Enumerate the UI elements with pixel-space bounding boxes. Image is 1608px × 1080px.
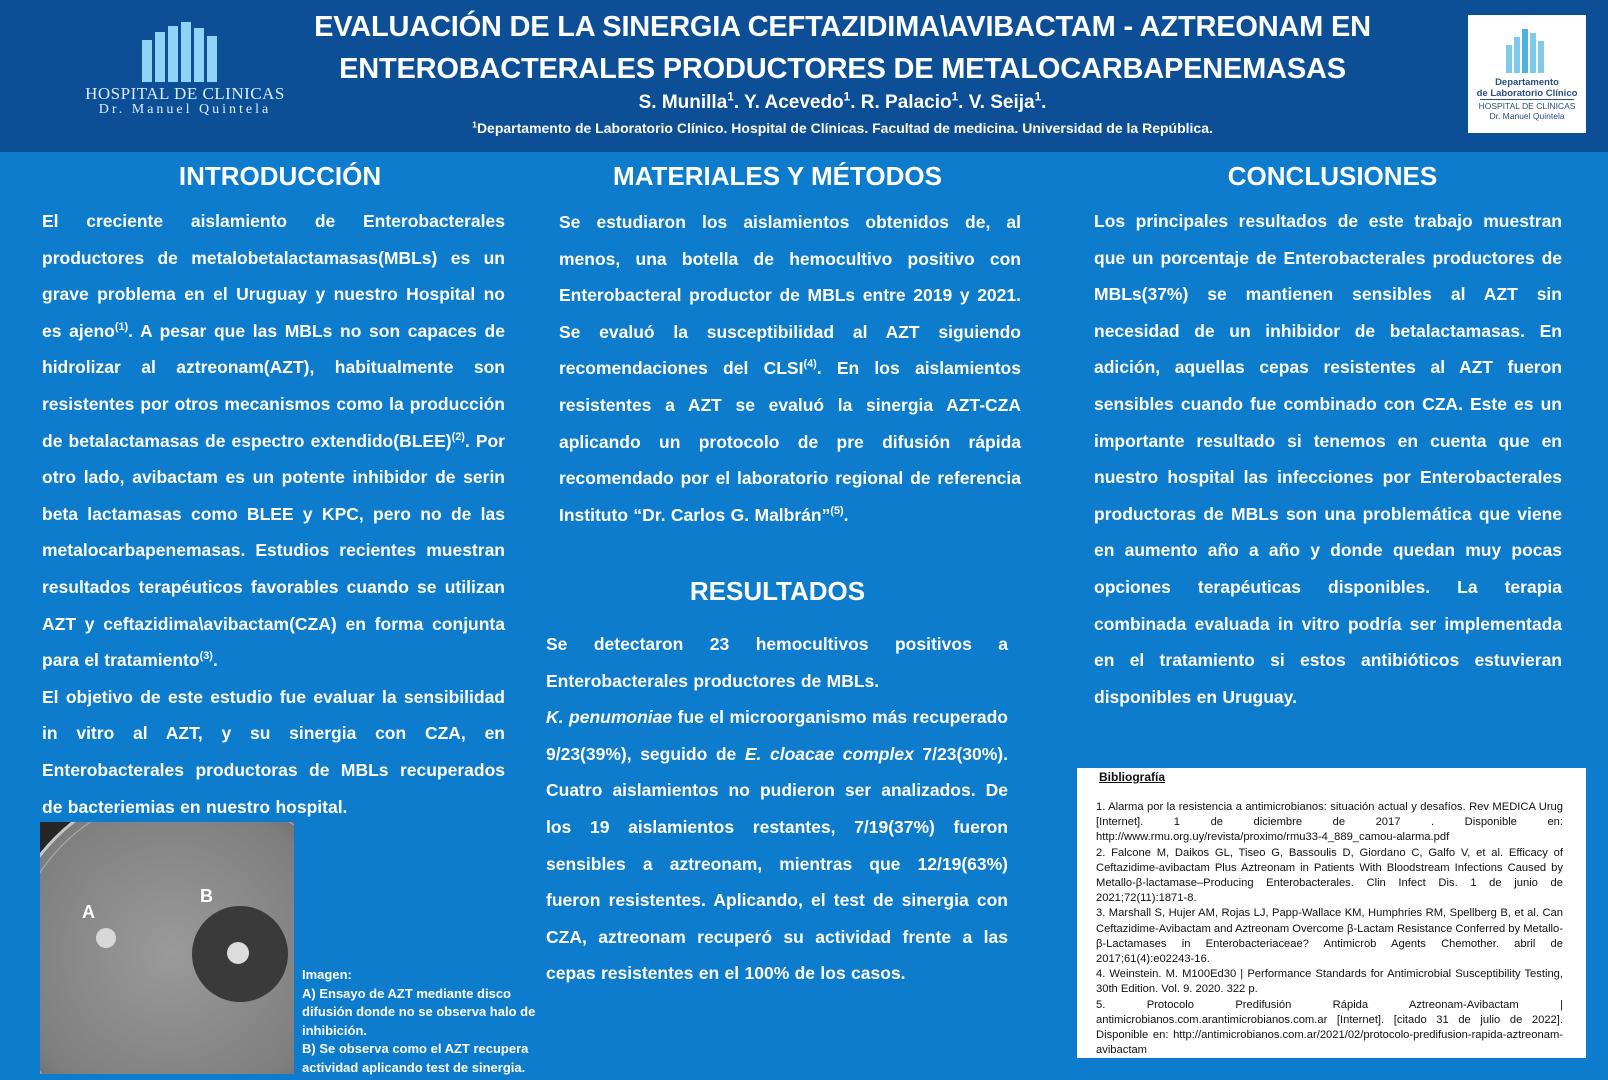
materiales-paragraph bbox=[559, 204, 1021, 533]
conclusiones-body bbox=[1094, 203, 1562, 715]
bibliografia-list bbox=[1096, 800, 1563, 1058]
citation-ref-2: (2) bbox=[451, 430, 465, 443]
affiliation-mark: 1 bbox=[472, 119, 477, 130]
author-name: S. Munilla bbox=[638, 92, 728, 113]
hospital-logo-subname: Dr. Manuel Quintela bbox=[98, 102, 272, 117]
bibliografia-entry: 1. Alarma por la resistencia a antimicrobianos: situación actual y desafíos. Rev MEDICA Urug [Internet]. 1 de diciembre de 2017 . Disponible en: http://www.rmu.org.uy/revista/proximo/rmu33-4_889_camou-alarma.pdf bbox=[1096, 801, 1563, 844]
header-banner bbox=[0, 0, 1608, 152]
disk-label-a: A bbox=[82, 902, 95, 922]
author-separator: . bbox=[1041, 92, 1047, 113]
resultados-body bbox=[546, 626, 1008, 992]
author-separator: . bbox=[733, 92, 745, 113]
resultados-text-b: 7/23(30%). Cuatro aislamientos no pudieron ser analizados. De los 19 aislamientos restantes, 7/19(37%) fueron sensibles a aztreonam, mientras que 12/19(63%) fueron resistentes. Aplicando, el test de sinergia con CZA, aztreonam recuperó su actividad frente a las cepas resistentes en el 100% de los casos. bbox=[546, 743, 1008, 984]
author-affiliation-mark: 1 bbox=[1034, 90, 1042, 104]
introduccion-text-b: . A pesar que las MBLs no son capaces de hidrolizar al aztreonam(AZT), habitualmente son resistentes por otros mecanismos como la producción de betalactamasas de espectro extendido(BLEE) bbox=[42, 320, 505, 451]
caption-line: B) Se observa como el AZT recupera bbox=[302, 1041, 529, 1056]
caption-line: actividad aplicando test de sinergia. bbox=[302, 1059, 526, 1075]
conclusiones-paragraph: Los principales resultados de este trabajo muestran que un porcentaje de Enterobacterales productores de MBLs(37%) se mantienen sensibles al AZT sin necesidad de un inhibidor de betalactamasas. En adición, aquellas cepas resistentes al AZT fueron sensibles cuando fue combinado con CZA. Este es un importante resultado si tenemos en cuenta que en nuestro hospital las infecciones por Enterobacterales productoras de MBLs son una problemática que viene en aumento año a año y donde quedan muy pocas opciones terapéuticas disponibles. La terapia combinada evaluada in vitro podría ser implementada en el tratamiento si estos antibióticos estuvieran disponibles en Uruguay. bbox=[1094, 211, 1562, 707]
hospital-logo-bars-icon bbox=[142, 22, 220, 82]
affiliation-line bbox=[300, 120, 1385, 136]
bibliografia-entry: 3. Marshall S, Hujer AM, Rojas LJ, Papp-Wallace KM, Humphries RM, Spellberg B, et al. Can Ceftazidime-Avibactam and Aztreonam Overcome β-Lactam Resistance Conferred by Metallo-β-Lactamases in Enterobacteriaceae? Antimicrob Agents Chemother. abril de 2017;61(4):e02243-16. bbox=[1096, 907, 1563, 966]
materiales-text-a: Se estudiaron los aislamientos obtenidos de, al menos, una botella de hemocultivo positivo con Enterobacteral productor de MBLs entre 2019 y 2021. Se evaluó la susceptibilidad al AZT siguiendo recomendaciones del CLSI bbox=[559, 212, 1021, 379]
caption-line: A) Ensayo de AZT mediante disco bbox=[302, 985, 512, 1001]
bibliografia-entry: 4. Weinstein. M. M100Ed30 | Performance Standards for Antimicrobial Susceptibility Testing, 30th Edition. Vol. 9. 2020. 322 p. bbox=[1096, 968, 1563, 996]
introduccion-heading: INTRODUCCIÓN bbox=[178, 161, 382, 191]
resultados-text-a: fue el microorganismo más recuperado 9/23(39%), seguido de bbox=[546, 707, 1008, 764]
organism-e-cloacae: E. cloacae complex bbox=[744, 743, 914, 764]
resultados-paragraph-1: Se detectaron 23 hemocultivos positivos a Enterobacterales productores de MBLs. bbox=[546, 634, 1008, 691]
disk-label-b: B bbox=[200, 886, 213, 906]
antibiotic-disk-a bbox=[96, 928, 116, 948]
author-affiliation-mark: 1 bbox=[727, 90, 734, 104]
antibiotic-disk-b bbox=[227, 942, 249, 964]
author-affiliation-mark: 1 bbox=[951, 90, 959, 104]
department-logo-bars-icon bbox=[1506, 27, 1550, 73]
poster-title-line1: EVALUACIÓN DE LA SINERGIA CEFTAZIDIMA\AVIBACTAM - AZTREONAM EN bbox=[314, 11, 1371, 43]
petri-dish-illustration bbox=[40, 822, 294, 1074]
authors-line bbox=[300, 92, 1385, 114]
materiales-text-c: . bbox=[843, 504, 849, 525]
bibliografia-entry: 5. Protocolo Predifusión Rápida Aztreonam-Avibactam | antimicrobianos.com.arantimicrobianos.com.ar [Internet]. [citado 31 de julio de 2022]. Disponible en: http://antimicrobianos.com.ar/2021/02/protocolo-predifusion-rapida-aztreonam-avibactam bbox=[1096, 998, 1563, 1057]
materiales-text-b: . En los aislamientos resistentes a AZT se evaluó la sinergia AZT-CZA aplicando un protocolo de pre difusión rápida recomendado por el laboratorio regional de referencia Instituto “Dr. Carlos G. Malbrán” bbox=[559, 358, 1021, 525]
department-logo-hospital bbox=[1468, 101, 1586, 121]
poster-title-line2: ENTEROBACTERALES PRODUCTORES DE METALOCARBAPENEMASAS bbox=[339, 53, 1346, 85]
figure-caption bbox=[302, 966, 542, 1077]
introduccion-paragraph-1 bbox=[42, 203, 505, 679]
introduccion-text-c: . Por otro lado, avibactam es un potente inhibidor de serin beta lactamasas como BLEE y KPC, pero no de las metalocarbapenemasas. Estudios recientes muestran resultados terapéuticos favorables cuando se utilizan AZT y ceftazidima\avibactam(CZA) en forma conjunta para el tratamiento bbox=[42, 430, 505, 671]
caption-line: inhibición. bbox=[302, 1022, 367, 1038]
author-separator: . bbox=[958, 92, 969, 113]
author-name: Y. Acevedo bbox=[744, 92, 844, 113]
bibliografia-heading: Bibliografía bbox=[1099, 770, 1166, 784]
department-logo-title bbox=[1468, 77, 1586, 99]
bibliografia-box bbox=[1077, 768, 1586, 1058]
materiales-heading: MATERIALES Y MÉTODOS bbox=[613, 161, 942, 191]
conclusiones-heading: CONCLUSIONES bbox=[1227, 161, 1438, 191]
petri-dish-photo bbox=[40, 822, 294, 1074]
bibliografia-entry: 2. Falcone M, Daikos GL, Tiseo G, Bassoulis D, Giordano C, Galfo V, et al. Efficacy of Ceftazidime-avibactam Plus Aztreonam in Patients With Bloodstream Infections Caused by Metallo-β-lactamase–Producing Enterobacterales. Clin Infect Dis. 1 de junio de 2021;72(11):1871-8. bbox=[1096, 846, 1563, 905]
introduccion-paragraph-2: El objetivo de este estudio fue evaluar la sensibilidad in vitro al AZT, y su sinergia con CZA, en Enterobacterales productoras de MBLs recuperados de bacteriemias en nuestro hospital. bbox=[42, 686, 505, 817]
introduccion-text-a: El creciente aislamiento de Enterobacterales productores de metalobetalactamasas(MBLs) es un grave problema en el Uruguay y nuestro Hospital no es ajeno bbox=[42, 211, 505, 341]
caption-line: Imagen: bbox=[302, 967, 352, 982]
department-logo-line3: HOSPITAL DE CLÍNICAS bbox=[1478, 101, 1576, 111]
author-name: R. Palacio bbox=[860, 92, 952, 113]
department-logo-line4: Dr. Manuel Quintela bbox=[1489, 111, 1565, 121]
affiliation-text: Departamento de Laboratorio Clínico. Hospital de Clínicas. Facultad de medicina. Universidad de la República. bbox=[476, 120, 1213, 136]
department-logo-divider bbox=[1480, 99, 1574, 100]
introduccion-body bbox=[42, 203, 505, 825]
organism-k-pneumoniae: K. penumoniae bbox=[546, 707, 673, 728]
department-logo-line1: Departamento bbox=[1495, 77, 1559, 88]
introduccion-text-d: . bbox=[212, 650, 218, 671]
department-logo bbox=[1468, 15, 1586, 133]
materiales-body bbox=[559, 204, 1021, 533]
author-name: V. Seija bbox=[968, 92, 1035, 113]
hospital-logo-name: HOSPITAL DE CLINICAS bbox=[85, 84, 285, 103]
author-separator: . bbox=[850, 92, 861, 113]
department-logo-line2: de Laboratorio Clínico bbox=[1476, 88, 1578, 99]
citation-ref-1: (1) bbox=[114, 320, 129, 333]
resultados-paragraph-2 bbox=[546, 699, 1008, 992]
poster-title bbox=[300, 6, 1385, 90]
resultados-heading: RESULTADOS bbox=[689, 576, 866, 606]
caption-line: difusión donde no se observa halo de bbox=[302, 1004, 536, 1019]
author-affiliation-mark: 1 bbox=[843, 90, 851, 104]
citation-ref-4: (4) bbox=[803, 358, 817, 371]
hospital-logo bbox=[80, 20, 290, 120]
citation-ref-5: (5) bbox=[830, 504, 844, 517]
citation-ref-3: (3) bbox=[199, 650, 213, 663]
